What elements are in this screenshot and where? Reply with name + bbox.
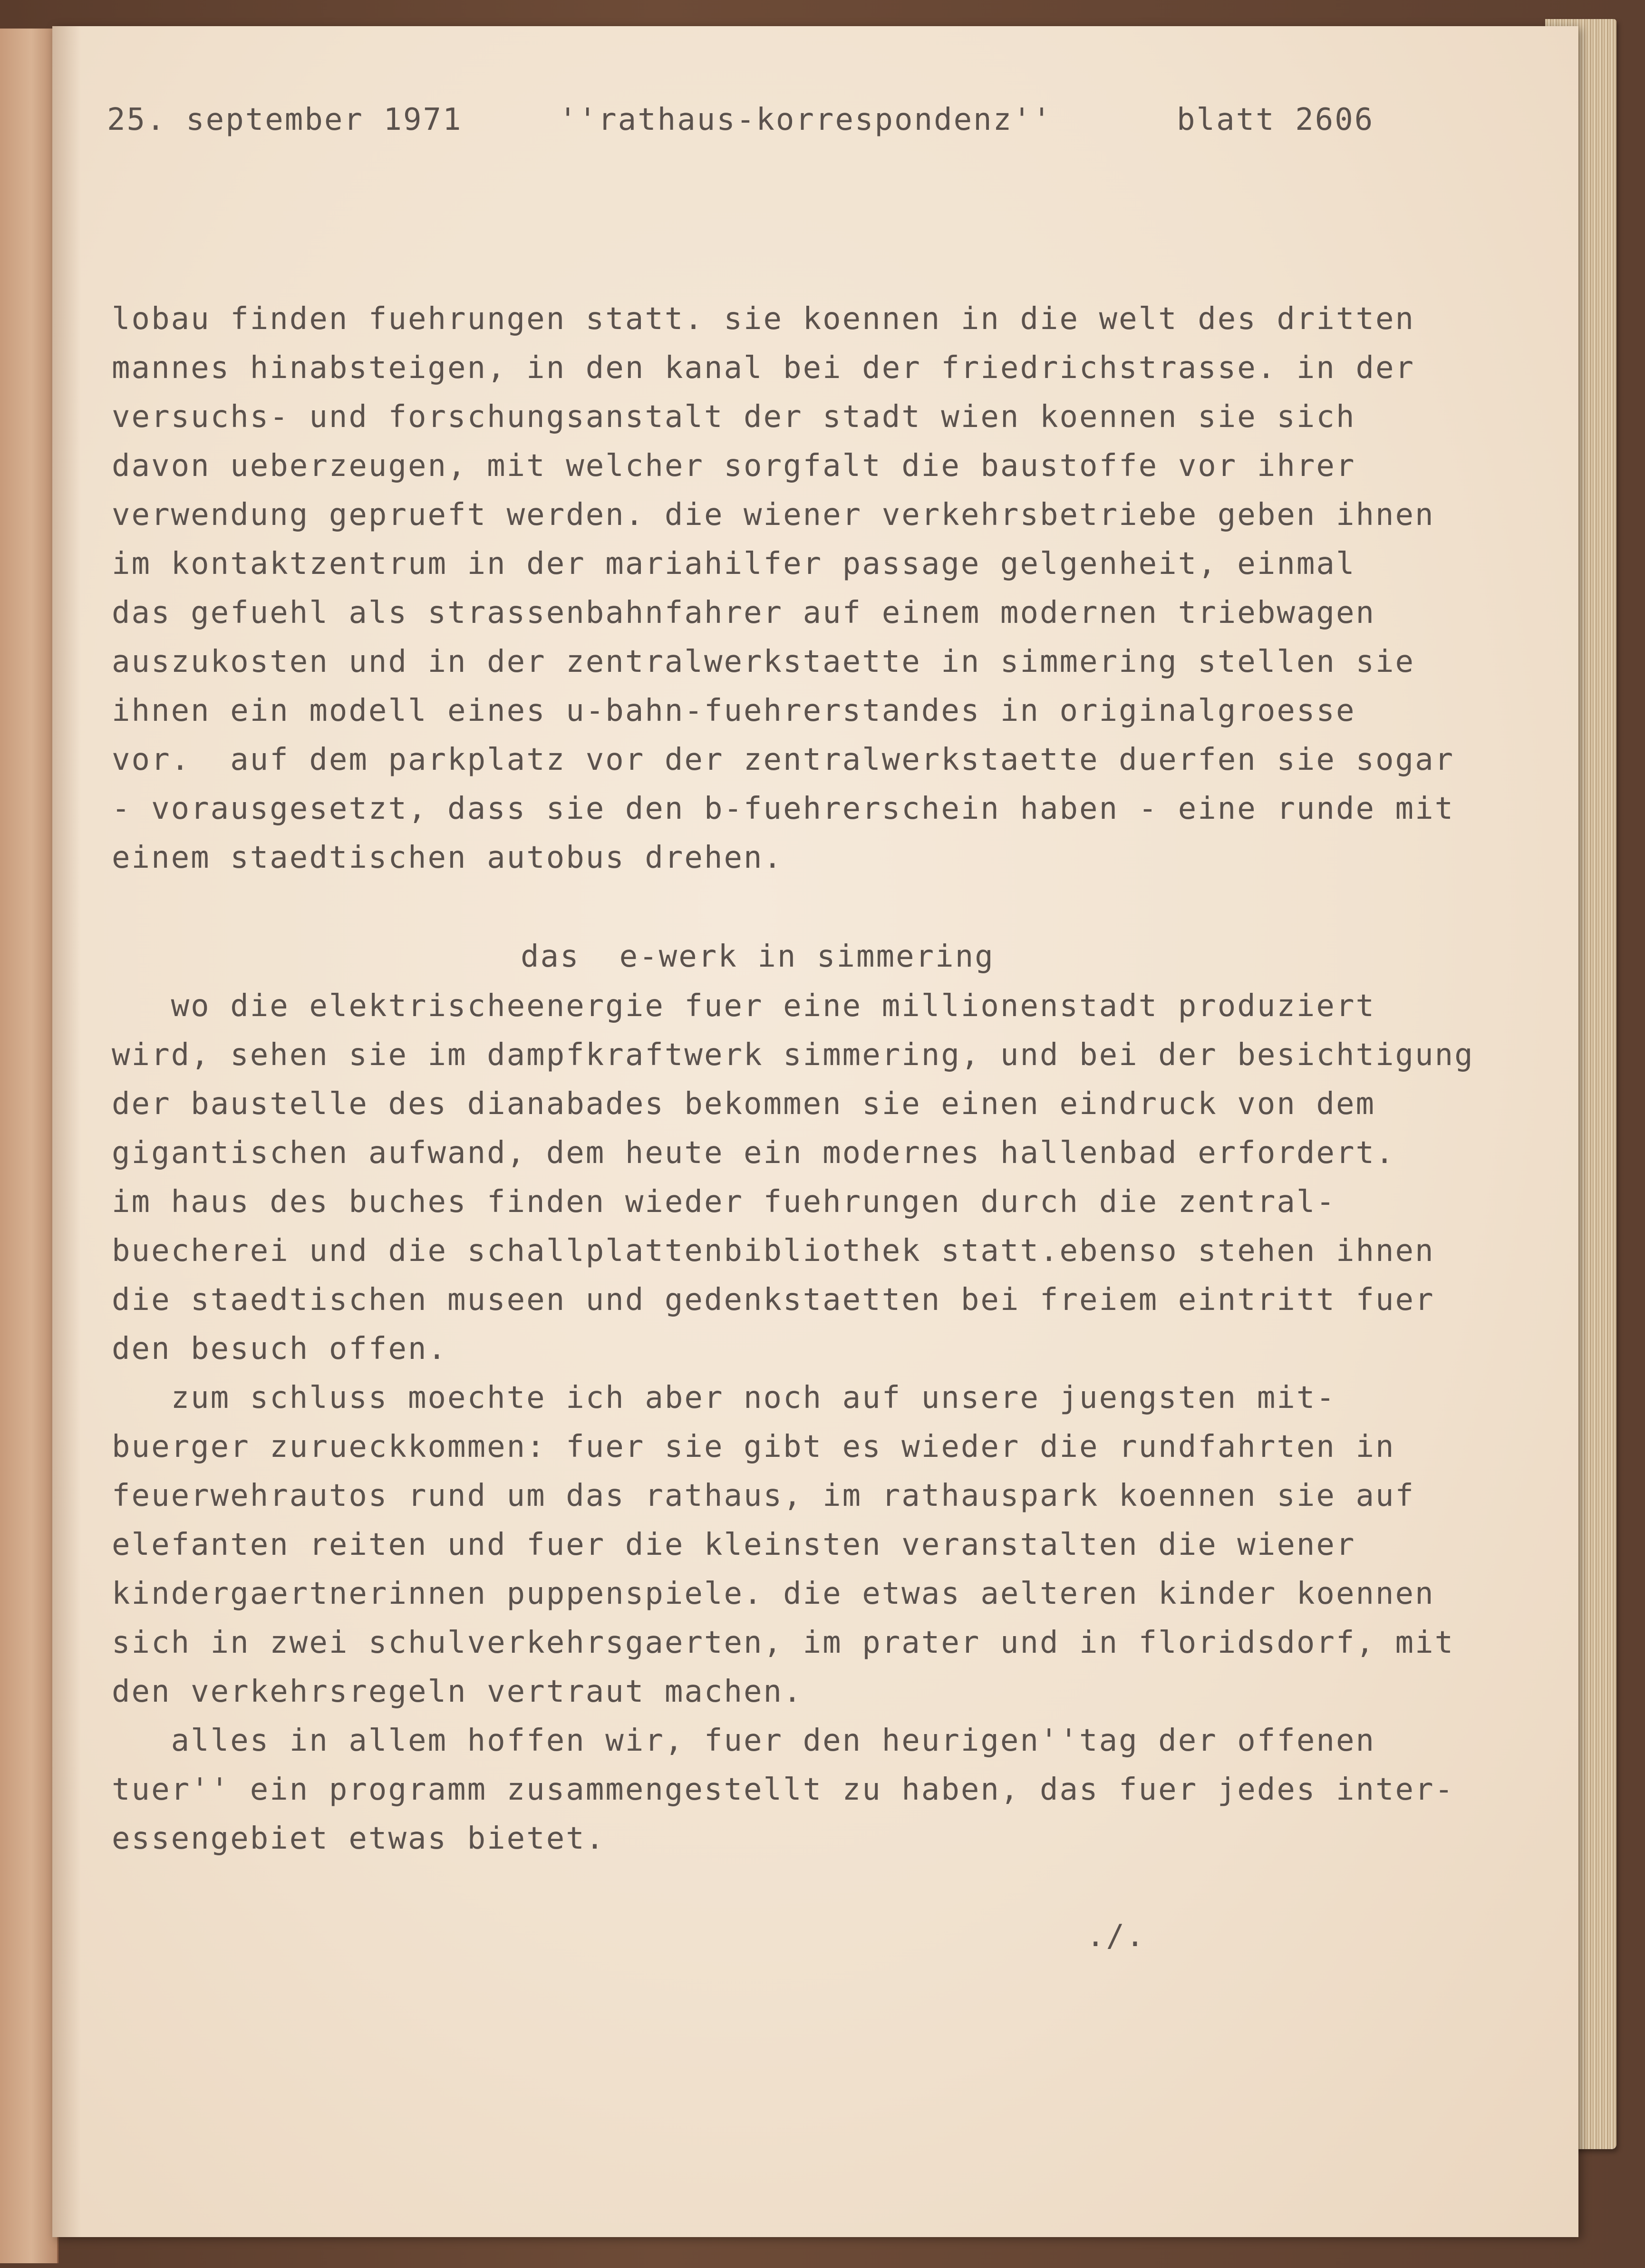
text-line: elefanten reiten und fuer die kleinsten veranstalten die wiener <box>112 1527 1356 1562</box>
text-line: im kontaktzentrum in der mariahilfer passage gelgenheit, einmal <box>112 546 1356 582</box>
text-line: im haus des buches finden wieder fuehrungen durch die zentral- <box>112 1184 1336 1220</box>
closing-mark: ./. <box>1086 1919 1146 1954</box>
header-publication: ''rathaus-korrespondenz'' <box>559 102 1053 137</box>
text-line: auszukosten und in der zentralwerkstaette in simmering stellen sie <box>112 644 1415 679</box>
gutter-shadow <box>52 26 81 2237</box>
text-line: sich in zwei schulverkehrsgaerten, im prater und in floridsdorf, mit <box>112 1625 1455 1660</box>
text-line: gigantischen aufwand, dem heute ein modernes hallenbad erfordert. <box>112 1135 1395 1171</box>
text-line: wird, sehen sie im dampfkraftwerk simmering, und bei der besichtigung <box>112 1037 1474 1073</box>
text-line: zum schluss moechte ich aber noch auf unsere juengsten mit- <box>112 1380 1336 1415</box>
text-line: versuchs- und forschungsanstalt der stadt wien koennen sie sich <box>112 399 1356 435</box>
text-line: alles in allem hoffen wir, fuer den heurigen''tag der offenen <box>112 1723 1375 1758</box>
text-line: lobau finden fuehrungen statt. sie koennen in die welt des dritten <box>112 301 1415 337</box>
text-line: tuer'' ein programm zusammengestellt zu haben, das fuer jedes inter- <box>112 1772 1455 1807</box>
header-sheet-number: blatt 2606 <box>1177 102 1374 137</box>
text-line: verwendung geprueft werden. die wiener verkehrsbetriebe geben ihnen <box>112 497 1435 533</box>
text-line: essengebiet etwas bietet. <box>112 1821 606 1856</box>
text-line: einem staedtischen autobus drehen. <box>112 840 784 875</box>
text-line: kindergaertnerinnen puppenspiele. die etwas aelteren kinder koennen <box>112 1576 1435 1611</box>
text-line: den besuch offen. <box>112 1331 448 1367</box>
text-line: der baustelle des dianabades bekommen sie einen eindruck von dem <box>112 1086 1375 1122</box>
text-line: davon ueberzeugen, mit welcher sorgfalt die baustoffe vor ihrer <box>112 448 1356 484</box>
text-line: wo die elektrischeenergie fuer eine millionenstadt produziert <box>112 989 1375 1024</box>
text-line: ihnen ein modell eines u-bahn-fuehrerstandes in originalgroesse <box>112 693 1356 728</box>
text-line: buerger zurueckkommen: fuer sie gibt es wieder die rundfahrten in <box>112 1429 1395 1464</box>
header-date: 25. september 1971 <box>107 102 463 137</box>
text-line: feuerwehrautos rund um das rathaus, im rathauspark koennen sie auf <box>112 1478 1415 1513</box>
text-line: - vorausgesetzt, dass sie den b-fuehrerschein haben - eine runde mit <box>112 791 1455 826</box>
section-heading: das e-werk in simmering <box>521 939 995 974</box>
paragraph-1 <box>112 295 1514 882</box>
text-line: mannes hinabsteigen, in den kanal bei der friedrichstrasse. in der <box>112 350 1415 386</box>
previous-page-edge <box>0 29 58 2263</box>
paragraph-2 <box>112 982 1514 1863</box>
text-line: das gefuehl als strassenbahnfahrer auf einem modernen triebwagen <box>112 595 1375 630</box>
text-line: buecherei und die schallplattenbibliothek statt.ebenso stehen ihnen <box>112 1233 1435 1269</box>
text-line: vor. auf dem parkplatz vor der zentralwerkstaette duerfen sie sogar <box>112 742 1455 777</box>
text-line: den verkehrsregeln vertraut machen. <box>112 1674 803 1709</box>
text-line: die staedtischen museen und gedenkstaetten bei freiem eintritt fuer <box>112 1282 1435 1318</box>
